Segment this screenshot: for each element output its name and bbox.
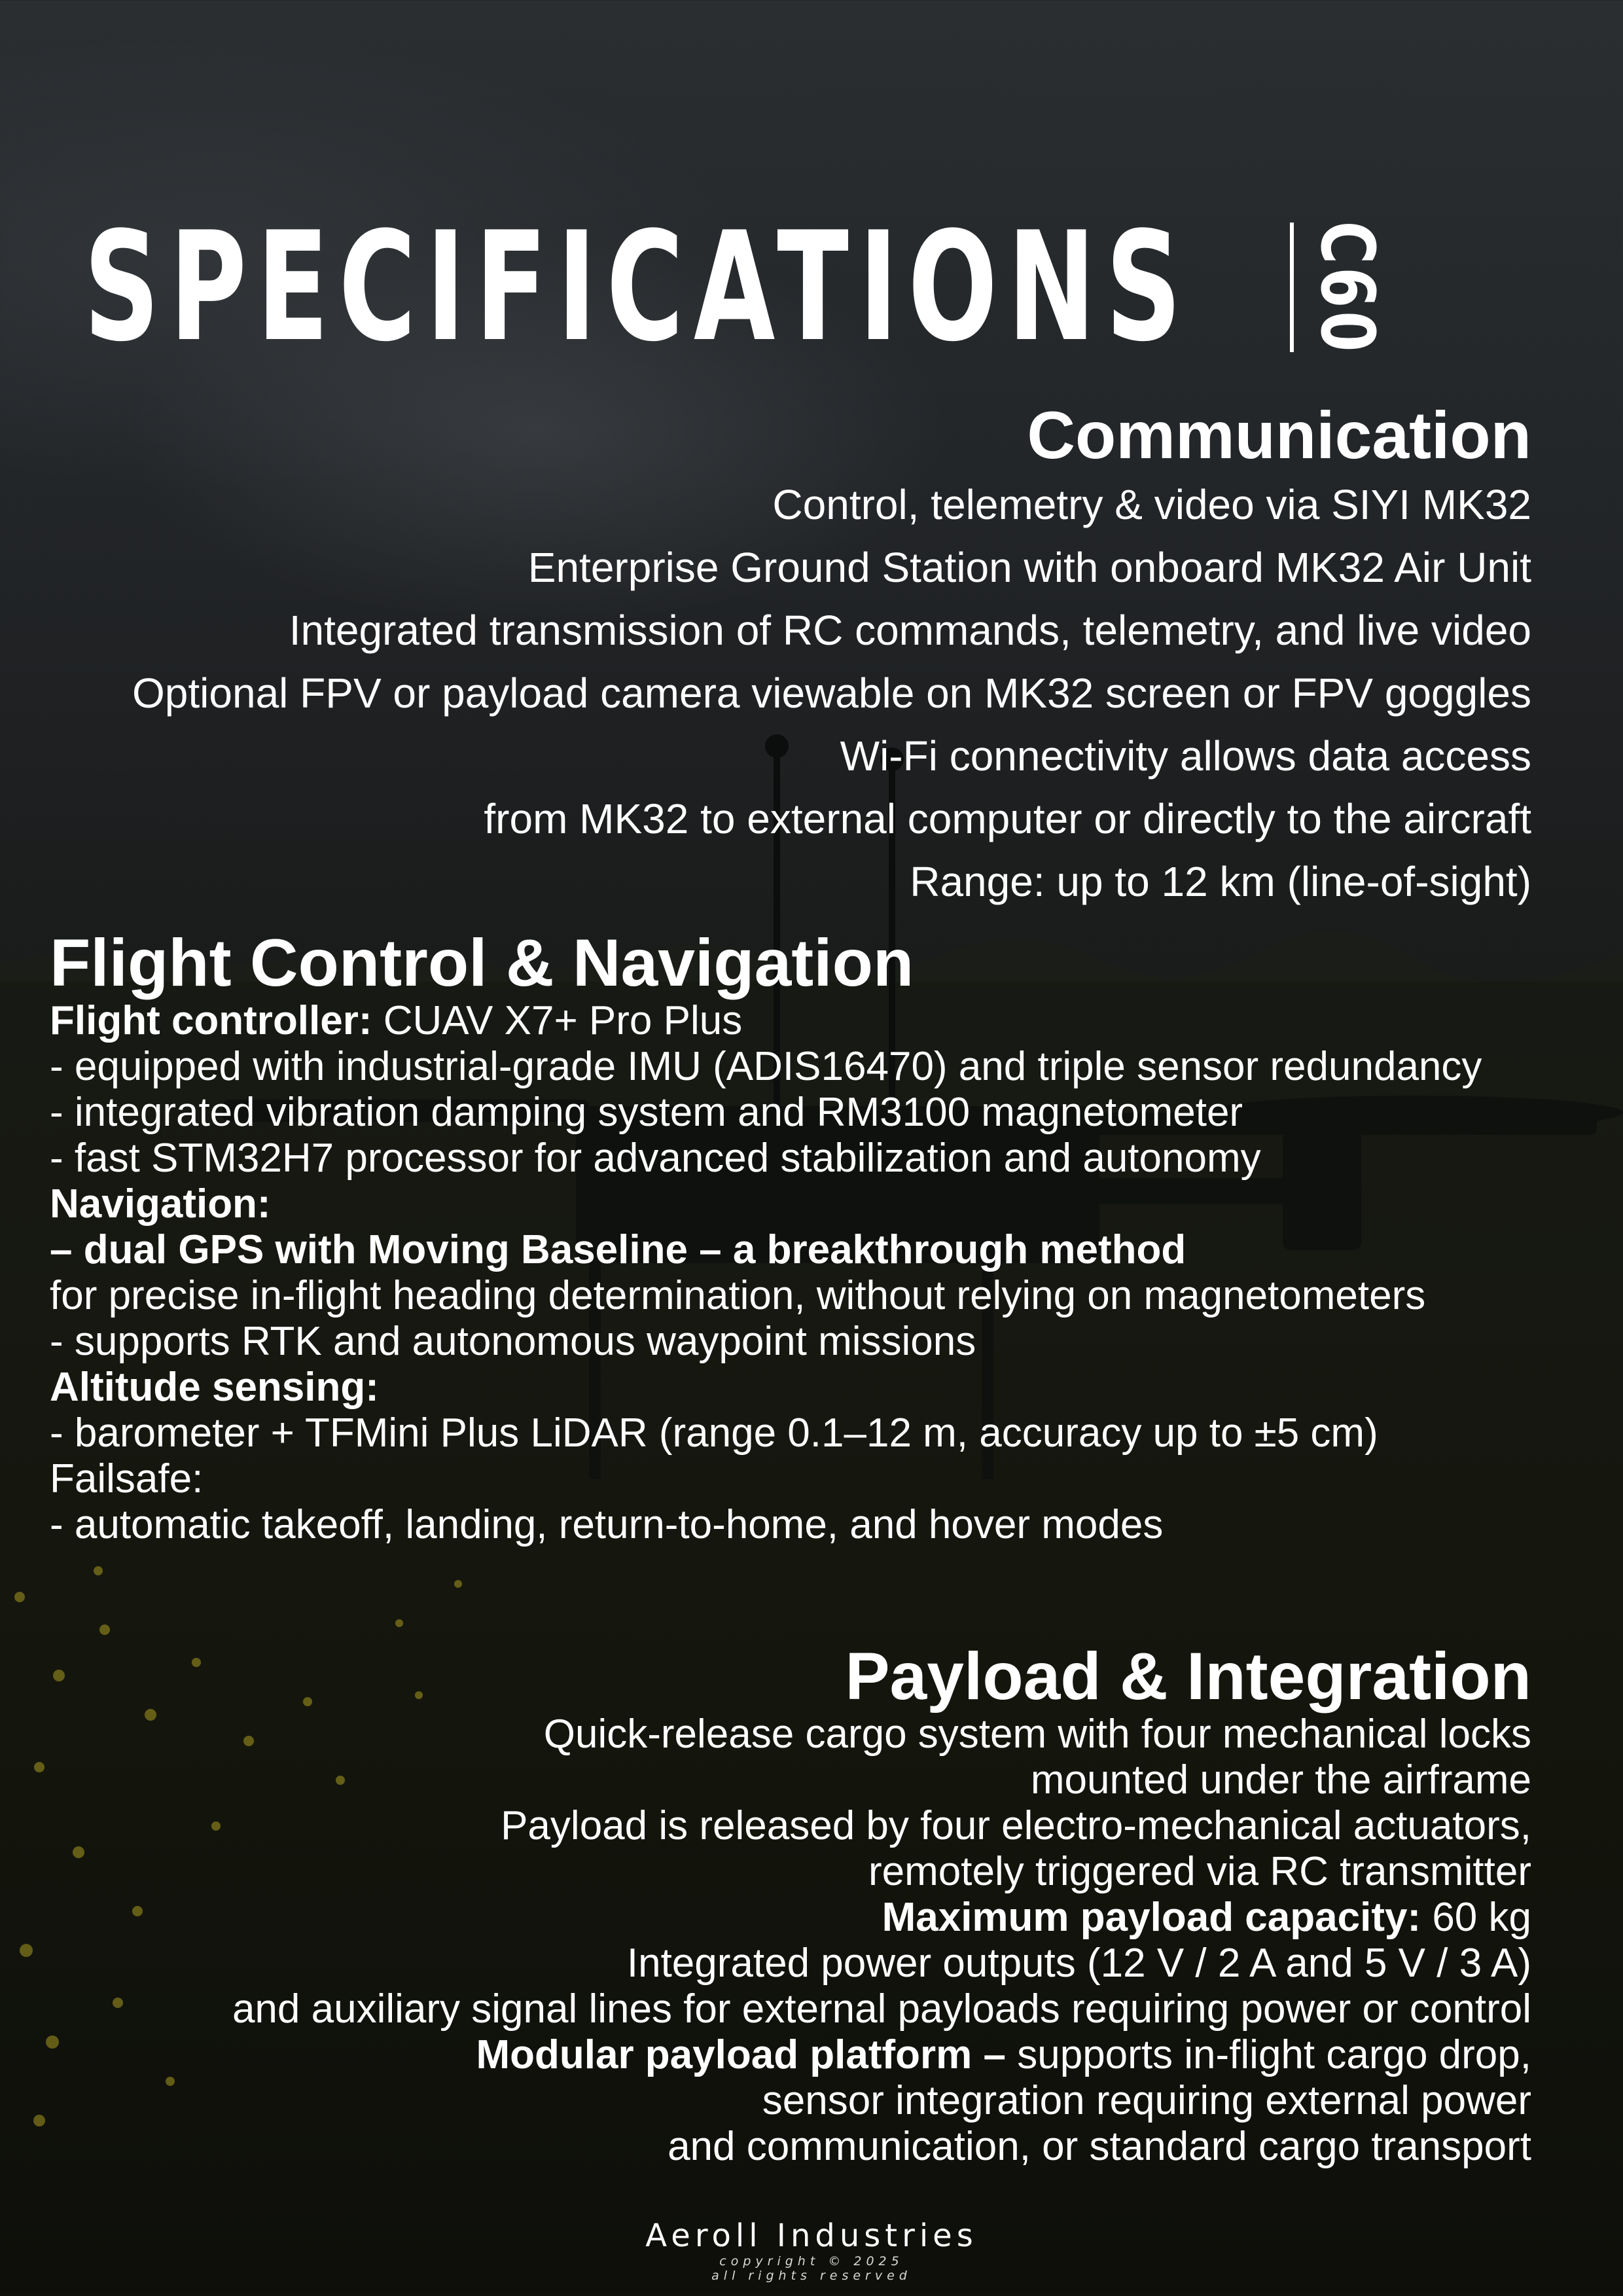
payload-title: Payload & Integration (845, 1639, 1531, 1713)
payload-line: Quick-release cargo system with four mechanical locks (543, 1712, 1531, 1757)
communication-line: Optional FPV or payload camera viewable on MK32 screen or FPV goggles (132, 670, 1531, 717)
flight-section (50, 925, 1482, 1548)
communication-title: Communication (1027, 398, 1531, 473)
flight-controller-item: - integrated vibration damping system and RM3100 magnetometer (50, 1090, 1243, 1136)
payload-capacity-value: 60 kg (1421, 1895, 1531, 1941)
payload-line: and auxiliary signal lines for external payloads requiring power or control (232, 1986, 1531, 2032)
page-title: SPECIFICATIONS (84, 200, 1192, 375)
flight-controller-item: - equipped with industrial-grade IMU (ADIS16470) and triple sensor redundancy (50, 1044, 1482, 1090)
payload-line: Payload is released by four electro-mechanical actuators, (501, 1803, 1531, 1849)
payload-section (232, 1641, 1531, 2170)
navigation-highlight: – dual GPS with Moving Baseline – a breakthrough method (50, 1227, 1186, 1273)
communication-line: Integrated transmission of RC commands, telemetry, and live video (289, 607, 1531, 655)
payload-line: mounted under the airframe (1030, 1757, 1531, 1803)
payload-platform-line (232, 2032, 1531, 2078)
copyright-line: copyright © 2025 (719, 2254, 904, 2269)
navigation-label: Navigation: (50, 1181, 271, 1227)
payload-line: sensor integration requiring external power (762, 2078, 1531, 2124)
flight-title: Flight Control & Navigation (50, 925, 914, 1000)
payload-line: remotely triggered via RC transmitter (868, 1849, 1531, 1895)
communication-line: Wi-Fi connectivity allows data access (840, 732, 1531, 780)
footer (0, 2217, 1623, 2283)
payload-platform-label: Modular payload platform – (476, 2032, 1007, 2078)
brand-name: Aeroll Industries (645, 2217, 978, 2254)
model-code-text: C60 (1304, 221, 1389, 355)
navigation-item: - supports RTK and autonomous waypoint missions (50, 1319, 976, 1365)
flight-controller-value: CUAV X7+ Pro Plus (372, 998, 743, 1044)
failsafe-label: Failsafe: (50, 1456, 204, 1502)
payload-line: and communication, or standard cargo transport (668, 2124, 1531, 2170)
communication-line: Enterprise Ground Station with onboard MK32 Air Unit (527, 544, 1531, 592)
model-code (1262, 203, 1432, 373)
payload-platform-value: supports in-flight cargo drop, (1006, 2032, 1531, 2078)
flight-controller-label: Flight controller: (50, 998, 372, 1044)
failsafe-item: - automatic takeoff, landing, return-to-home, and hover modes (50, 1502, 1164, 1548)
payload-capacity-label: Maximum payload capacity: (882, 1895, 1421, 1941)
communication-section (132, 398, 1531, 913)
altitude-item: - barometer + TFMini Plus LiDAR (range 0.1–12 m, accuracy up to ±5 cm) (50, 1410, 1378, 1456)
payload-line: Integrated power outputs (12 V / 2 A and 5 V / 3 A) (626, 1941, 1531, 1986)
flight-controller-item: - fast STM32H7 processor for advanced stabilization and autonomy (50, 1136, 1261, 1181)
communication-line: Control, telemetry & video via SIYI MK32 (772, 481, 1531, 529)
header (84, 200, 1623, 375)
flight-controller-line (50, 998, 1482, 1044)
communication-line: Range: up to 12 km (line-of-sight) (910, 858, 1531, 906)
communication-line: from MK32 to external computer or directly to the aircraft (484, 795, 1531, 843)
navigation-item: for precise in-flight heading determination, without relying on magnetometers (50, 1273, 1426, 1319)
payload-capacity-line (232, 1895, 1531, 1941)
rights-line: all rights reserved (711, 2269, 912, 2283)
altitude-label: Altitude sensing: (50, 1365, 379, 1410)
